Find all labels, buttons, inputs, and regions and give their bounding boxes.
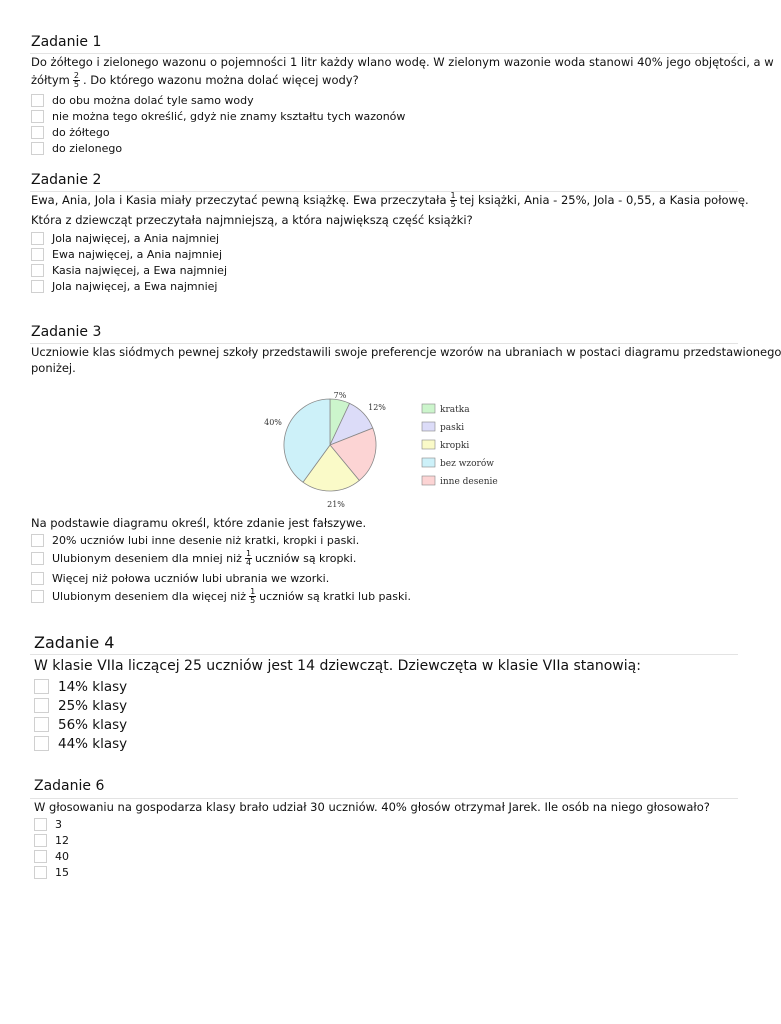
checkbox[interactable] <box>34 679 49 694</box>
task4-option[interactable]: 25% klasy <box>34 696 127 715</box>
task1-question-text-c: . Do którego wazonu można dolać więcej wody? <box>82 73 359 87</box>
checkbox[interactable] <box>34 818 47 831</box>
task1-fraction: $\frac{2}{5}$ <box>73 71 79 89</box>
task6-option[interactable]: 3 <box>34 816 62 832</box>
pie-label: 40% <box>264 418 282 427</box>
task1-question-line2 <box>31 72 359 89</box>
task4-option[interactable]: 14% klasy <box>34 677 127 696</box>
task4-title: Zadanie 4 <box>34 633 115 652</box>
checkbox[interactable] <box>31 248 44 261</box>
checkbox[interactable] <box>31 126 44 139</box>
task2-fraction: $\frac{1}{5}$ <box>450 191 456 209</box>
task4-question: W klasie VIIa liczącej 25 uczniów jest 14 dziewcząt. Dziewczęta w klasie VIIa stanowią: <box>34 658 641 674</box>
legend-swatch <box>422 476 435 485</box>
legend-label: bez wzorów <box>440 459 494 469</box>
checkbox[interactable] <box>34 866 47 879</box>
checkbox[interactable] <box>31 590 44 603</box>
checkbox[interactable] <box>31 232 44 245</box>
checkbox[interactable] <box>34 698 49 713</box>
pie-label: 7% <box>333 391 347 400</box>
legend-label: kratka <box>440 405 470 415</box>
task3-fraction: $\frac{1}{4}$ <box>245 548 252 567</box>
checkbox[interactable] <box>34 736 49 751</box>
task4-divider <box>30 654 738 655</box>
task2-option[interactable]: Kasia najwięcej, a Ewa najmniej <box>31 262 227 278</box>
legend-label: inne desenie <box>440 477 498 487</box>
task1-option[interactable]: do żółtego <box>31 124 110 140</box>
task4-option[interactable]: 56% klasy <box>34 715 127 734</box>
checkbox[interactable] <box>31 110 44 123</box>
task6-title: Zadanie 6 <box>34 778 105 794</box>
checkbox[interactable] <box>31 142 44 155</box>
checkbox[interactable] <box>31 280 44 293</box>
task6-question: W głosowaniu na gospodarza klasy brało udział 30 uczniów. 40% głosów otrzymał Jarek. Ile osób na niego głosowało? <box>34 800 710 814</box>
task1-question-line1: Do żółtego i zielonego wazonu o pojemności 1 litr każdy wlano wodę. W zielonym wazonie woda stanowi 40% jego objętości, a w <box>31 55 774 69</box>
task6-option[interactable]: 15 <box>34 864 69 880</box>
task3-instruction: Na podstawie diagramu określ, które zdanie jest fałszywe. <box>31 516 367 530</box>
task3-fraction: $\frac{1}{5}$ <box>250 586 256 605</box>
task3-question-line2: poniżej. <box>31 361 76 375</box>
task3-title: Zadanie 3 <box>31 324 102 340</box>
task1-question-text-b: żółtym <box>31 73 70 87</box>
checkbox[interactable] <box>34 834 47 847</box>
legend-swatch <box>422 458 435 467</box>
checkbox[interactable] <box>31 534 44 547</box>
pie-label: 12% <box>368 403 386 412</box>
legend-label: kropki <box>440 441 470 451</box>
legend-swatch <box>422 404 435 413</box>
task1-title: Zadanie 1 <box>31 34 102 50</box>
task1-option[interactable]: nie można tego określić, gdyż nie znamy kształtu tych wazonów <box>31 108 405 124</box>
task2-option[interactable]: Ewa najwięcej, a Ania najmniej <box>31 246 222 262</box>
task3-question-line1: Uczniowie klas siódmych pewnej szkoły przedstawili swoje preferencje wzorów na ubraniach w postaci diagramu przedstawionego <box>31 345 781 359</box>
task1-option[interactable]: do zielonego <box>31 140 122 156</box>
pie-label: 21% <box>327 500 345 509</box>
legend-label: paski <box>440 423 465 433</box>
task3-option[interactable]: Więcej niż połowa uczniów lubi ubrania we wzorki. <box>31 570 329 586</box>
checkbox[interactable] <box>31 552 44 565</box>
task3-option[interactable]: 20% uczniów lubi inne desenie niż kratki, kropki i paski. <box>31 532 359 548</box>
checkbox[interactable] <box>34 850 47 863</box>
checkbox[interactable] <box>31 572 44 585</box>
task3-option[interactable]: Ulubionym deseniem dla mniej niż $\frac{1}{4}$ uczniów są kropki. <box>31 550 356 566</box>
task6-option[interactable]: 12 <box>34 832 69 848</box>
task6-option[interactable]: 40 <box>34 848 69 864</box>
checkbox[interactable] <box>34 717 49 732</box>
task4-option[interactable]: 44% klasy <box>34 734 127 753</box>
legend-swatch <box>422 440 435 449</box>
task2-option[interactable]: Jola najwięcej, a Ania najmniej <box>31 230 219 246</box>
pie-chart <box>250 390 550 509</box>
task1-option[interactable]: do obu można dolać tyle samo wody <box>31 92 254 108</box>
checkbox[interactable] <box>31 264 44 277</box>
checkbox[interactable] <box>31 94 44 107</box>
legend-swatch <box>422 422 435 431</box>
task2-question-line1: Ewa, Ania, Jola i Kasia miały przeczytać pewną książkę. Ewa przeczytała $\frac{1}{5}$ tej książki, Ania - 25%, Jola - 0,55, a Kasia połowę. <box>31 191 749 209</box>
task2-question-line2: Która z dziewcząt przeczytała najmniejszą, a która największą część książki? <box>31 213 473 227</box>
task2-option[interactable]: Jola najwięcej, a Ewa najmniej <box>31 278 217 294</box>
task2-title: Zadanie 2 <box>31 172 102 188</box>
task3-option[interactable]: Ulubionym deseniem dla więcej niż $\frac{1}{5}$ uczniów są kratki lub paski. <box>31 588 411 604</box>
